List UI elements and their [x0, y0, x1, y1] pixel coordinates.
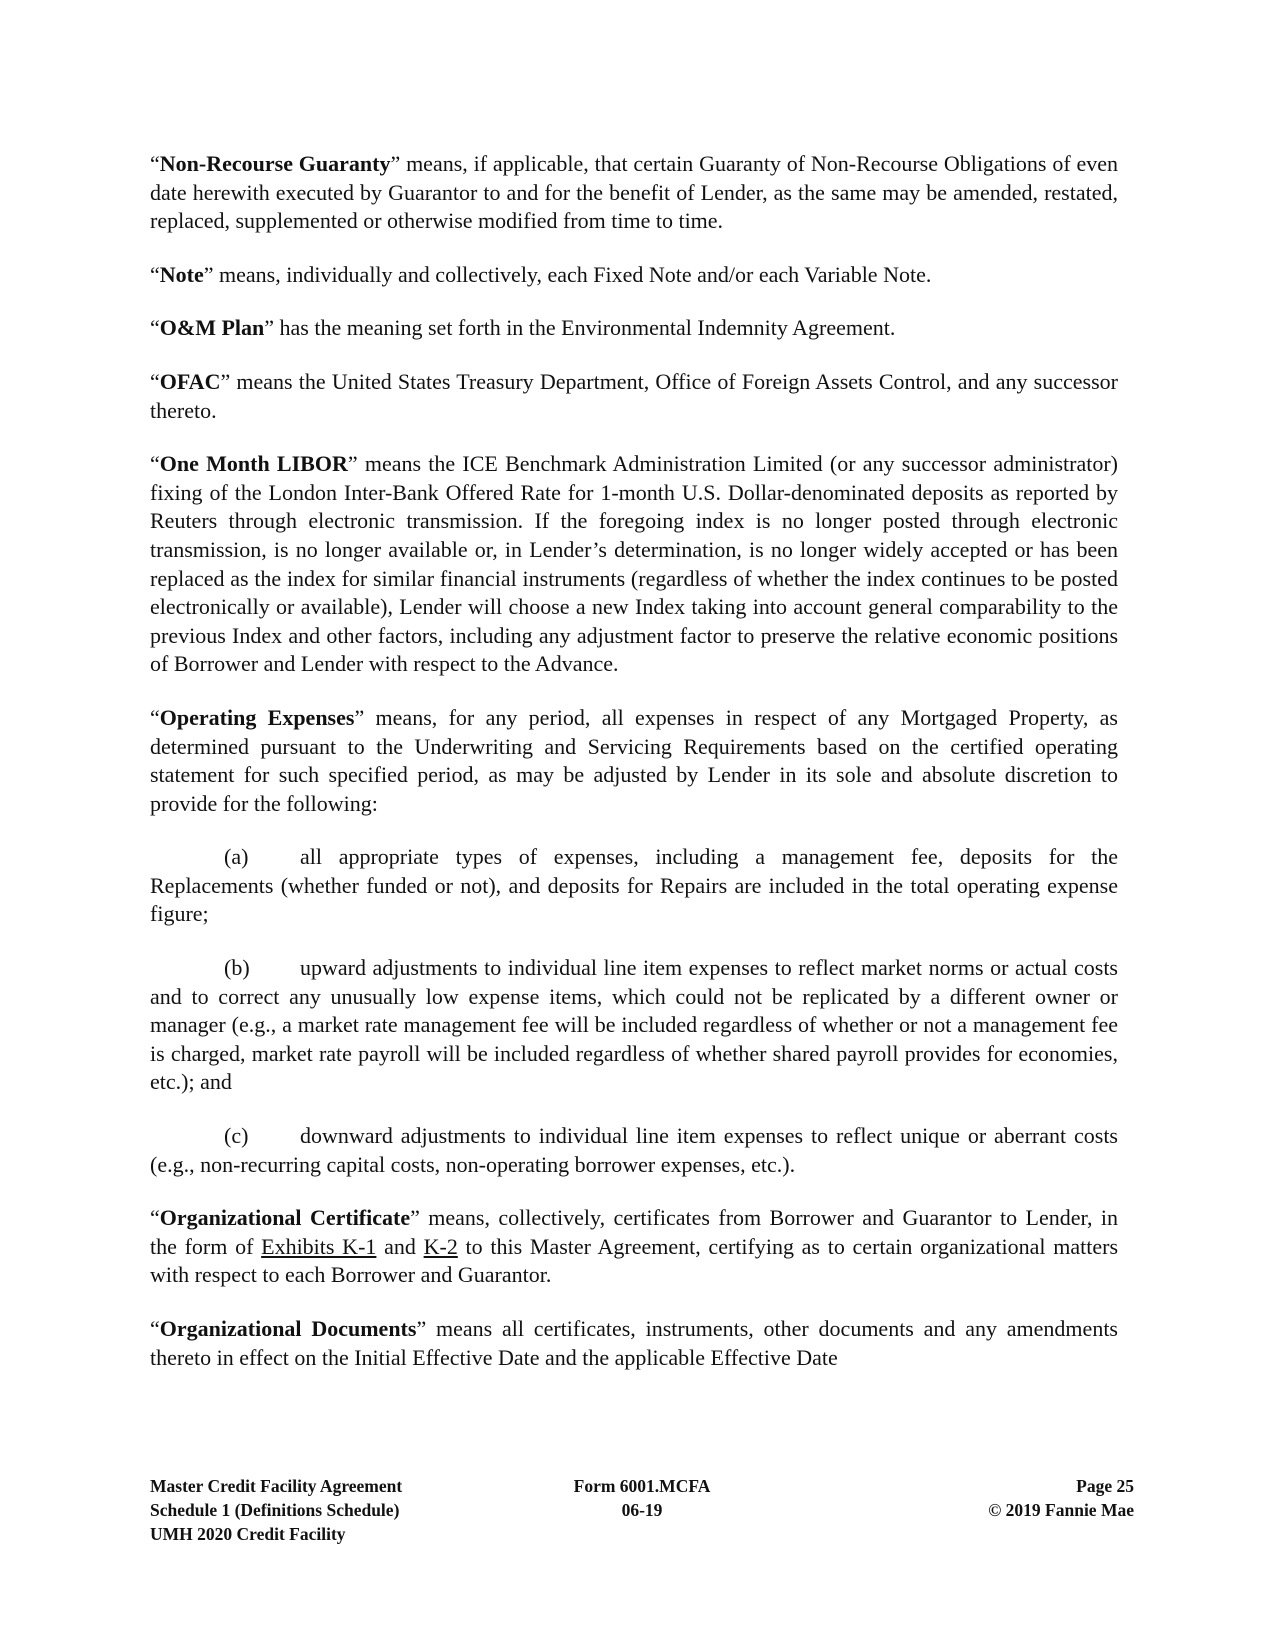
definition-operating-expenses: “Operating Expenses” means, for any period, all expenses in respect of any Mortgaged Property, as determined pursuant to the Underwriting and Servicing Requirements based on the certified operating statement for such specified period, as may be adjusted by Lender in its sole and absolute discretion to provide for the following: — [150, 704, 1118, 816]
footer-center: Form 6001.MCFA 06-19 — [573, 1476, 711, 1520]
definition-organizational-certificate: “Organizational Certificate” means, collectively, certificates from Borrower and Guarantor to Lender, in the form of Exhibits K-1 and K-2 to this Master Agreement, certifying as to certain organizational matters with respect to each Borrower and Guarantor. — [150, 1205, 1119, 1288]
page-footer — [150, 1474, 1134, 1546]
page-number: Page 25 — [1076, 1476, 1134, 1496]
definition-ofac: “OFAC” means the United States Treasury Department, Office of Foreign Assets Control, and any successor thereto. — [150, 368, 1118, 423]
definition-organizational-documents: “Organizational Documents” means all certificates, instruments, other documents and any amendments thereto in effect on the Initial Effective Date and the applicable Effective Date — [150, 1316, 1118, 1370]
definition-one-month-libor: “One Month LIBOR” means the ICE Benchmark Administration Limited (or any successor administrator) fixing of the London Inter-Bank Offered Rate for 1-month U.S. Dollar-denominated deposits as reported by Reuters through electronic transmission. If the foregoing index is no longer posted through electronic transmission, is no longer available or, in Lender’s determination, is no longer widely accepted or has been replaced as the index for similar financial instruments (regardless of whether the index continues to be posted electronically or available), Lender will choose a new Index taking into account general comparability to the previous Index and other factors, including any adjustment factor to preserve the relative economic positions of Borrower and Lender with respect to the Advance. — [150, 451, 1118, 677]
definition-note: “Note” means, individually and collectively, each Fixed Note and/or each Variable Note. — [150, 261, 932, 287]
document-body — [150, 150, 1118, 1397]
exhibit-k2-link: K-2 — [423, 1233, 458, 1259]
subitem-c: (c) downward adjustments to individual line item expenses to reflect unique or aberrant costs (e.g., non-recurring capital costs, non-operating borrower expenses, etc.). — [150, 1123, 1118, 1177]
definition-om-plan: “O&M Plan” has the meaning set forth in the Environmental Indemnity Agreement. — [150, 315, 896, 341]
subitem-a: (a) all appropriate types of expenses, including a management fee, deposits for the Replacements (whether funded or not), and deposits for Repairs are included in the total operating expense figure; — [150, 844, 1118, 927]
definition-non-recourse-guaranty: “Non-Recourse Guaranty” means, if applicable, that certain Guaranty of Non-Recourse Obligations of even date herewith executed by Guarantor to and for the benefit of Lender, as the same may be amended, restated, replaced, supplemented or otherwise modified from time to time. — [150, 151, 1118, 234]
footer-left: Master Credit Facility Agreement Schedule 1 (Definitions Schedule) UMH 2020 Credit Facility — [150, 1476, 403, 1544]
footer-right: Page 25 © 2019 Fannie Mae — [806, 1474, 1134, 1546]
exhibit-k1-link: Exhibits K-1 — [261, 1233, 377, 1259]
subitem-b: (b) upward adjustments to individual line item expenses to reflect market norms or actual costs and to correct any unusually low expense items, which could not be replicated by a different owner or manager (e.g., a market rate management fee will be included regardless of whether or not a management fee is charged, market rate payroll will be included regardless of whether shared payroll provides for economies, etc.); and — [150, 955, 1118, 1095]
